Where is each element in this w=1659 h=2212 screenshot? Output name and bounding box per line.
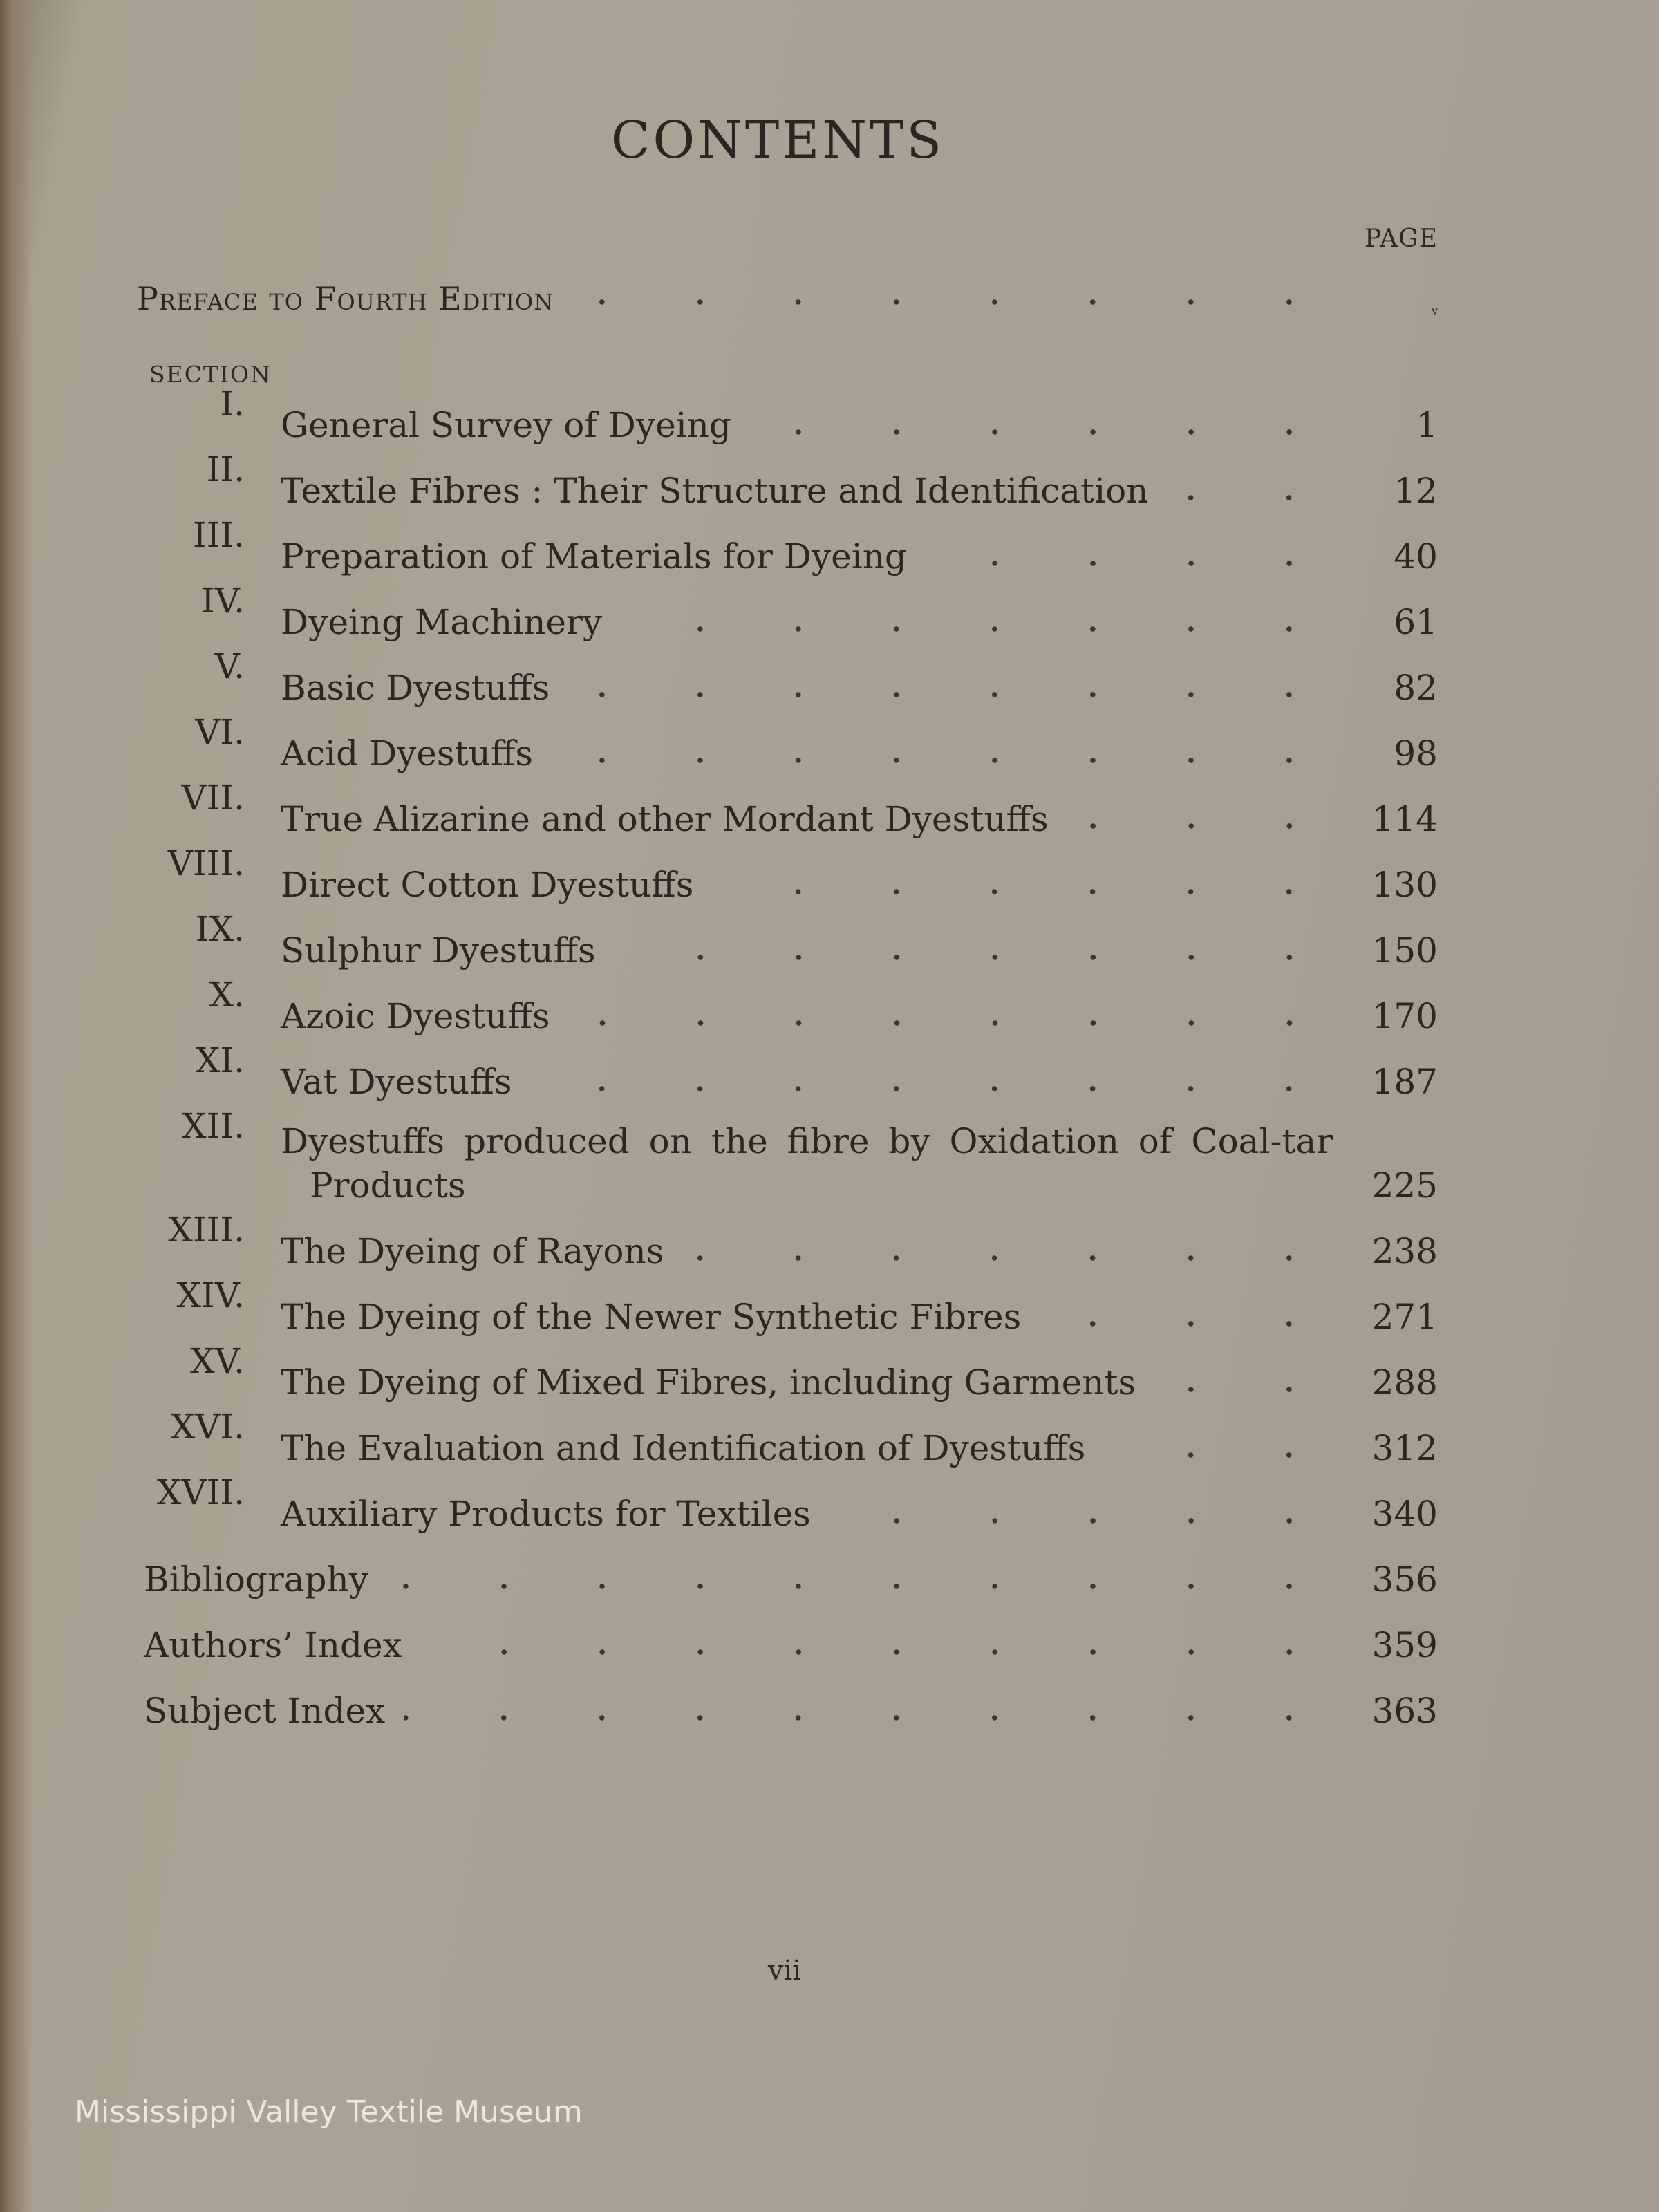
- toc-entry: [135, 973, 1438, 1038]
- entry-title: Basic Dyestuffs: [281, 668, 550, 708]
- entry-number: VI.: [195, 712, 245, 752]
- toc-entry: [135, 710, 1438, 776]
- entry-number: XIV.: [176, 1275, 245, 1315]
- entry-page: 170: [1371, 996, 1438, 1036]
- entry-title: Sulphur Dyestuffs: [281, 930, 596, 971]
- entry-number: X.: [209, 975, 245, 1015]
- backmatter-page: 363: [1371, 1691, 1438, 1731]
- entry-number: XVI.: [170, 1407, 245, 1447]
- page-number-folio: vii: [767, 1955, 802, 1987]
- dot-leader: [1168, 494, 1338, 502]
- entry-page: 150: [1371, 930, 1438, 971]
- entry-title: True Alizarine and other Mordant Dyestuffs: [281, 799, 1049, 839]
- entry-number: VIII.: [167, 843, 245, 883]
- entry-number: XII.: [182, 1106, 245, 1146]
- entry-page: 187: [1371, 1062, 1438, 1102]
- entry-title-continuation: Products: [310, 1165, 466, 1206]
- dot-leader: [1040, 1320, 1338, 1328]
- dot-leader: [1155, 1385, 1338, 1394]
- dot-leader: [531, 1085, 1338, 1093]
- dot-leader: [1105, 1451, 1338, 1459]
- toc-backmatter-entry: [135, 1536, 1438, 1602]
- toc-entry: [135, 1038, 1438, 1104]
- toc-backmatter-entry: [135, 1667, 1438, 1733]
- entry-page: 312: [1371, 1428, 1438, 1468]
- toc-entry: [135, 1470, 1438, 1536]
- entry-page: 82: [1394, 668, 1438, 708]
- dot-leader: [615, 953, 1338, 962]
- dot-leader: [569, 691, 1338, 699]
- dot-leader: [751, 428, 1338, 436]
- backmatter-title: Authors’ Index: [144, 1625, 402, 1665]
- dot-leader: [926, 559, 1338, 568]
- entry-page: 40: [1394, 536, 1438, 577]
- entry-number: VII.: [181, 778, 245, 818]
- entry-title: Vat Dyestuffs: [281, 1062, 512, 1102]
- entry-number: III.: [192, 515, 245, 555]
- toc-entry: [135, 1339, 1438, 1405]
- section-column-label: SECTION: [149, 361, 272, 388]
- toc-backmatter-entry: [135, 1602, 1438, 1667]
- toc-entry: [135, 513, 1438, 579]
- dot-leader: [573, 298, 1338, 306]
- entry-page: 12: [1394, 471, 1438, 511]
- toc-entry: [135, 447, 1438, 513]
- entry-title: Direct Cotton Dyestuffs: [281, 865, 694, 905]
- dot-leader: [1068, 822, 1338, 830]
- toc-preface-entry: [137, 280, 1438, 317]
- dot-leader: [683, 1254, 1338, 1262]
- preface-page: v: [1431, 304, 1438, 317]
- page-title: CONTENTS: [610, 111, 945, 170]
- preface-title: Preface to Fourth Edition: [137, 280, 554, 317]
- entry-title: Dyestuffs produced on the fibre by Oxidation of Coal-tar: [281, 1121, 1333, 1161]
- entry-page: 61: [1394, 602, 1438, 642]
- dot-leader: [713, 888, 1338, 896]
- dot-leader: [422, 1648, 1338, 1656]
- entry-page: 225: [1371, 1165, 1438, 1206]
- entry-page: 114: [1371, 799, 1438, 839]
- toc-entry: [135, 841, 1438, 907]
- entry-page: 271: [1371, 1297, 1438, 1337]
- entry-page: 238: [1371, 1231, 1438, 1271]
- entry-page: 130: [1371, 865, 1438, 905]
- entry-number: XIII.: [168, 1210, 245, 1250]
- toc-entry: [135, 1208, 1438, 1273]
- toc-entry: [135, 579, 1438, 644]
- entry-title: Dyeing Machinery: [281, 602, 603, 642]
- backmatter-title: Bibliography: [144, 1559, 368, 1600]
- toc-entry: [135, 1273, 1438, 1339]
- backmatter-page: 356: [1371, 1559, 1438, 1600]
- page-binding-edge: [0, 0, 32, 2212]
- entry-number: XVII.: [156, 1472, 245, 1512]
- entry-title: The Dyeing of the Newer Synthetic Fibres: [281, 1297, 1022, 1337]
- entry-number: I.: [220, 384, 245, 424]
- page-column-label: PAGE: [1365, 225, 1438, 253]
- toc-entry: [135, 907, 1438, 973]
- entry-number: IX.: [195, 909, 245, 949]
- entry-title: Acid Dyestuffs: [281, 733, 534, 774]
- entry-page: 98: [1394, 733, 1438, 774]
- entry-title: Textile Fibres : Their Structure and Identification: [281, 471, 1149, 511]
- toc-entry: [135, 776, 1438, 841]
- dot-leader: [404, 1714, 1338, 1722]
- entry-title: The Evaluation and Identification of Dyestuffs: [281, 1428, 1086, 1468]
- dot-leader: [388, 1582, 1338, 1591]
- dot-leader: [830, 1517, 1338, 1525]
- watermark-text: Mississippi Valley Textile Museum: [75, 2094, 583, 2130]
- dot-leader: [621, 625, 1338, 633]
- entry-number: V.: [214, 646, 245, 686]
- entry-number: XV.: [190, 1341, 245, 1381]
- entry-title: General Survey of Dyeing: [281, 405, 731, 445]
- toc-list: [135, 382, 1438, 1733]
- toc-entry: [135, 382, 1438, 447]
- entry-page: 1: [1416, 405, 1438, 445]
- entry-title: The Dyeing of Mixed Fibres, including Garments: [281, 1362, 1136, 1403]
- entry-title: Preparation of Materials for Dyeing: [281, 536, 907, 577]
- entry-number: IV.: [200, 581, 245, 621]
- toc-entry: [135, 1104, 1438, 1208]
- toc-entry: [135, 1405, 1438, 1470]
- backmatter-title: Subject Index: [144, 1691, 386, 1731]
- entry-number: XI.: [195, 1040, 245, 1080]
- backmatter-page: 359: [1371, 1625, 1438, 1665]
- entry-title: The Dyeing of Rayons: [281, 1231, 664, 1271]
- entry-number: II.: [206, 449, 245, 489]
- dot-leader: [552, 756, 1338, 765]
- entry-page: 288: [1371, 1362, 1438, 1403]
- entry-page: 340: [1371, 1494, 1438, 1534]
- entry-title: Auxiliary Products for Textiles: [281, 1494, 811, 1534]
- toc-entry: [135, 644, 1438, 710]
- dot-leader: [570, 1019, 1338, 1027]
- entry-title: Azoic Dyestuffs: [281, 996, 550, 1036]
